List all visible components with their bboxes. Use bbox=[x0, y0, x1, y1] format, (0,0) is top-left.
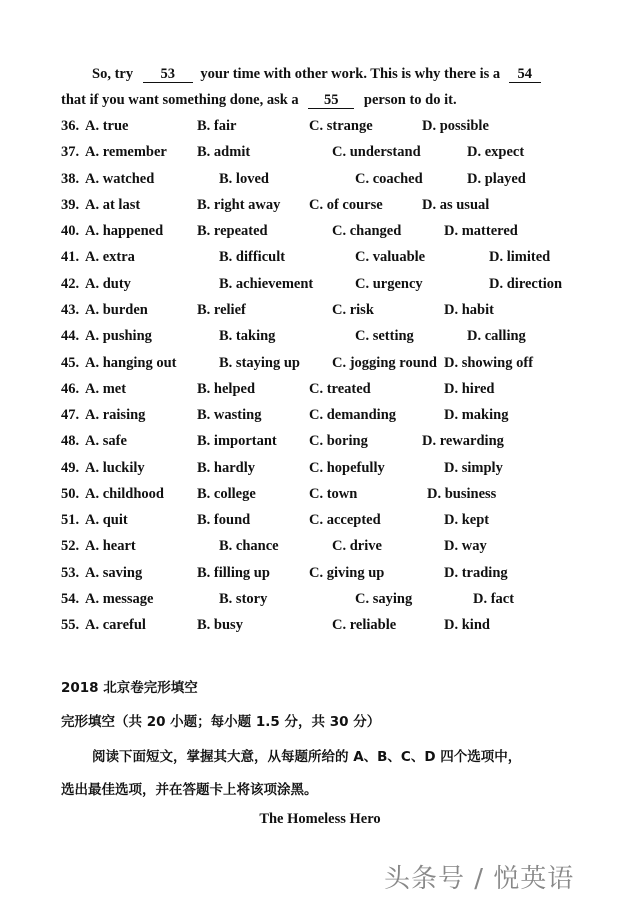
option-b: B. difficult bbox=[219, 249, 286, 265]
option-a: A. at last bbox=[85, 197, 141, 213]
option-b: B. helped bbox=[197, 381, 256, 397]
question-number: 49. bbox=[61, 460, 80, 476]
option-c: C. giving up bbox=[309, 565, 385, 581]
option-b: B. repeated bbox=[197, 223, 268, 239]
blank-53: 53 bbox=[143, 67, 193, 83]
option-a: A. quit bbox=[85, 512, 128, 528]
option-b: B. chance bbox=[219, 538, 279, 554]
question-number: 54. bbox=[61, 591, 80, 607]
option-b: B. busy bbox=[197, 617, 243, 633]
option-b: B. important bbox=[197, 433, 277, 449]
question-number: 36. bbox=[61, 118, 80, 134]
option-d: D. rewarding bbox=[422, 433, 504, 449]
option-c: C. strange bbox=[309, 118, 373, 134]
question-number: 38. bbox=[61, 171, 80, 187]
option-d: D. kept bbox=[444, 512, 490, 528]
directions-line-2: 选出最佳选项，并在答题卡上将该项涂黑。 bbox=[61, 782, 318, 798]
question-number: 55. bbox=[61, 617, 80, 633]
passage-title: The Homeless Hero bbox=[259, 811, 381, 827]
question-number: 39. bbox=[61, 197, 80, 213]
option-d: D. direction bbox=[489, 276, 563, 292]
option-b: B. taking bbox=[219, 328, 276, 344]
option-b: B. achievement bbox=[219, 276, 314, 292]
option-a: A. luckily bbox=[85, 460, 145, 476]
passage-text: that if you want something done, ask a bbox=[61, 92, 299, 108]
option-b: B. fair bbox=[197, 118, 237, 134]
blank-55: 55 bbox=[308, 93, 354, 109]
question-number: 42. bbox=[61, 276, 80, 292]
option-d: D. showing off bbox=[444, 355, 534, 371]
option-c: C. coached bbox=[355, 171, 423, 187]
question-number: 48. bbox=[61, 433, 80, 449]
directions-line-1: 阅读下面短文，掌握其大意，从每题所给的 A、B、C、D 四个选项中， bbox=[92, 749, 522, 765]
option-c: C. hopefully bbox=[309, 460, 385, 476]
option-d: D. trading bbox=[444, 565, 508, 581]
option-a: A. safe bbox=[85, 433, 127, 449]
option-c: C. demanding bbox=[309, 407, 397, 423]
option-d: D. mattered bbox=[444, 223, 518, 239]
option-d: D. way bbox=[444, 538, 487, 554]
option-b: B. filling up bbox=[197, 565, 270, 581]
option-c: C. saying bbox=[355, 591, 413, 607]
question-number: 51. bbox=[61, 512, 80, 528]
question-number: 40. bbox=[61, 223, 80, 239]
passage-text: your time with other work. This is why there is a bbox=[200, 66, 501, 82]
question-number: 53. bbox=[61, 565, 80, 581]
section-instructions: 完形填空（共 20 小题；每小题 1.5 分，共 30 分） bbox=[61, 714, 381, 730]
option-c: C. setting bbox=[355, 328, 414, 344]
option-c: C. boring bbox=[309, 433, 368, 449]
option-b: B. loved bbox=[219, 171, 269, 187]
option-b: B. college bbox=[197, 486, 256, 502]
option-c: C. changed bbox=[332, 223, 402, 239]
question-number: 44. bbox=[61, 328, 80, 344]
option-a: A. heart bbox=[85, 538, 136, 554]
option-d: D. making bbox=[444, 407, 509, 423]
option-c: C. valuable bbox=[355, 249, 426, 265]
option-b: B. admit bbox=[197, 144, 251, 160]
option-a: A. pushing bbox=[85, 328, 152, 344]
option-c: C. urgency bbox=[355, 276, 423, 292]
option-a: A. extra bbox=[85, 249, 135, 265]
option-c: C. reliable bbox=[332, 617, 397, 633]
option-a: A. message bbox=[85, 591, 154, 607]
option-c: C. drive bbox=[332, 538, 382, 554]
option-a: A. true bbox=[85, 118, 129, 134]
option-c: C. jogging round bbox=[332, 355, 437, 371]
option-b: B. story bbox=[219, 591, 268, 607]
watermark: 头条号 / 悦英语 bbox=[384, 864, 575, 894]
passage-text: So, try bbox=[92, 66, 134, 82]
option-a: A. raising bbox=[85, 407, 146, 423]
question-number: 52. bbox=[61, 538, 80, 554]
option-c: C. understand bbox=[332, 144, 421, 160]
option-a: A. watched bbox=[85, 171, 155, 187]
option-d: D. played bbox=[467, 171, 526, 187]
option-c: C. town bbox=[309, 486, 358, 502]
option-a: A. met bbox=[85, 381, 127, 397]
option-a: A. saving bbox=[85, 565, 143, 581]
option-c: C. risk bbox=[332, 302, 374, 318]
option-d: D. possible bbox=[422, 118, 489, 134]
question-number: 41. bbox=[61, 249, 80, 265]
passage-line-1 bbox=[92, 66, 541, 83]
option-d: D. as usual bbox=[422, 197, 490, 213]
option-a: A. remember bbox=[85, 144, 167, 160]
option-a: A. burden bbox=[85, 302, 148, 318]
option-d: D. hired bbox=[444, 381, 495, 397]
option-b: B. relief bbox=[197, 302, 246, 318]
passage-text: person to do it. bbox=[363, 92, 457, 108]
option-d: D. business bbox=[427, 486, 497, 502]
question-number: 43. bbox=[61, 302, 80, 318]
option-d: D. simply bbox=[444, 460, 503, 476]
option-d: D. limited bbox=[489, 249, 551, 265]
option-c: C. accepted bbox=[309, 512, 381, 528]
option-d: D. calling bbox=[467, 328, 526, 344]
question-number: 47. bbox=[61, 407, 80, 423]
option-d: D. fact bbox=[473, 591, 515, 607]
option-b: B. hardly bbox=[197, 460, 256, 476]
option-b: B. staying up bbox=[219, 355, 300, 371]
option-d: D. habit bbox=[444, 302, 494, 318]
option-b: B. found bbox=[197, 512, 251, 528]
option-b: B. right away bbox=[197, 197, 281, 213]
question-number: 46. bbox=[61, 381, 80, 397]
option-a: A. happened bbox=[85, 223, 164, 239]
option-a: A. hanging out bbox=[85, 355, 177, 371]
option-d: D. expect bbox=[467, 144, 525, 160]
option-b: B. wasting bbox=[197, 407, 262, 423]
question-number: 50. bbox=[61, 486, 80, 502]
option-c: C. of course bbox=[309, 197, 383, 213]
option-c: C. treated bbox=[309, 381, 371, 397]
blank-54: 54 bbox=[509, 67, 541, 83]
passage-line-2 bbox=[61, 92, 457, 109]
section-heading: 2018 北京卷完形填空 bbox=[61, 680, 198, 696]
option-a: A. childhood bbox=[85, 486, 164, 502]
option-a: A. duty bbox=[85, 276, 131, 292]
option-d: D. kind bbox=[444, 617, 490, 633]
option-a: A. careful bbox=[85, 617, 146, 633]
question-number: 45. bbox=[61, 355, 80, 371]
question-number: 37. bbox=[61, 144, 80, 160]
